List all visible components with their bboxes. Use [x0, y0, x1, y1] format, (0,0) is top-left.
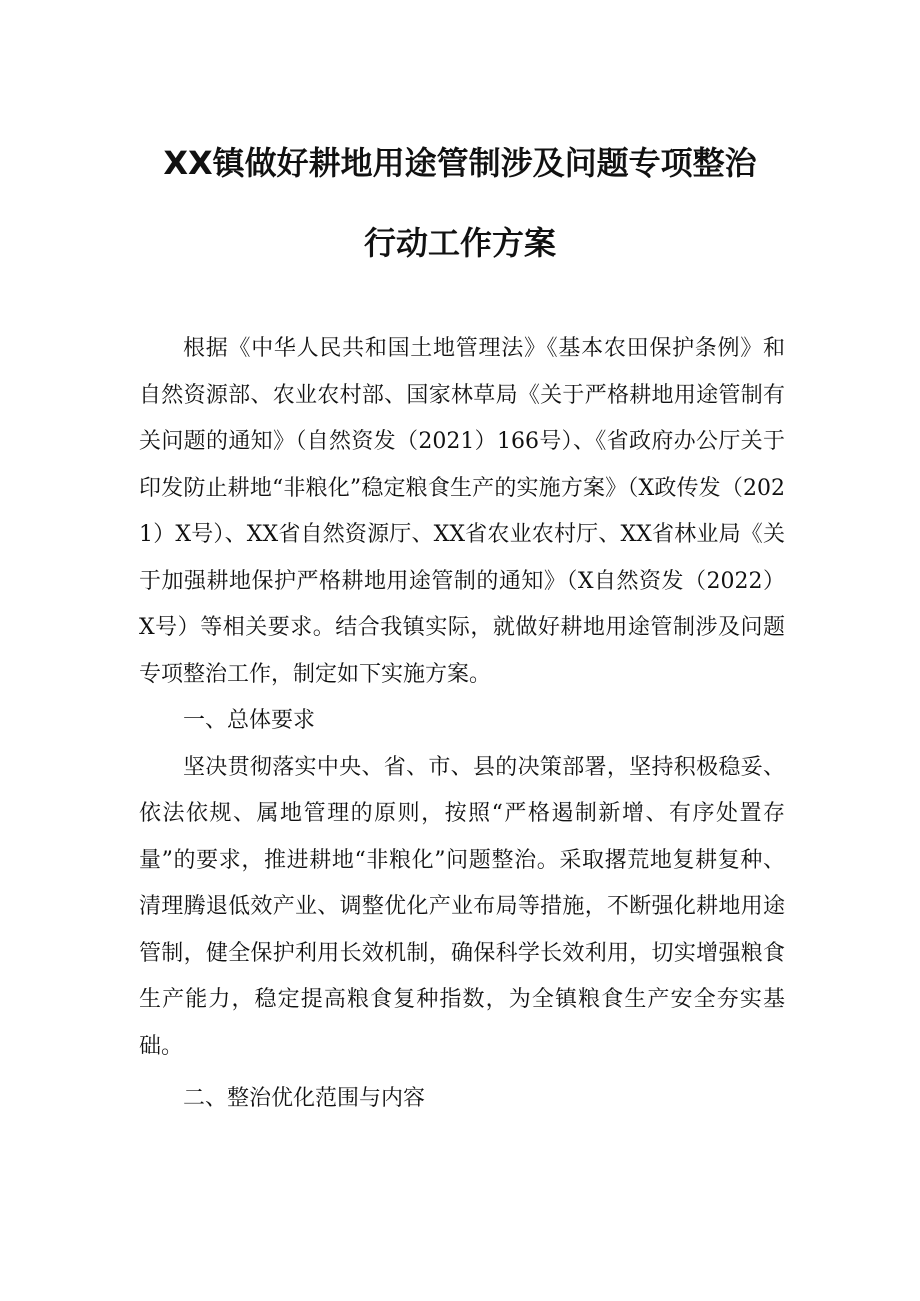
document-title-line-2: 行动工作方案	[363, 224, 556, 262]
document-title-line-1: XX镇做好耕地用途管制涉及问题专项整治	[163, 144, 757, 182]
paragraph-general-requirements: 坚决贯彻落实中央、省、市、县的决策部署，坚持积极稳妥、依法依规、属地管理的原则，按照“严格遏制新增、有序处置存量”的要求，推进耕地“非粮化”问题整治。采取撂荒地复耕复种、清理腾退低效产业、调整优化产业布局等措施，不断强化耕地用途管制，健全保护利用长效机制，确保科学长效利用，切实增强粮食生产能力，稳定提高粮食复种指数，为全镇粮食生产安全夯实基础。	[139, 754, 785, 1059]
section-heading-scope-and-content: 二、整治优化范围与内容	[183, 1086, 426, 1111]
paragraph-intro: 根据《中华人民共和国土地管理法》《基本农田保护条例》和自然资源部、农业农村部、国家林草局《关于严格耕地用途管制有关问题的通知》（自然资发（2021）166号）、《省政府办公厅关于印发防止耕地“非粮化”稳定粮食生产的实施方案》（X政传发（2021）X号）、XX省自然资源厅、XX省农业农村厅、XX省林业局《关于加强耕地保护严格耕地用途管制的通知》（X自然资发（2022）X号）等相关要求。结合我镇实际，就做好耕地用途管制涉及问题专项整治工作，制定如下实施方案。	[139, 336, 785, 687]
document-body	[139, 326, 785, 1123]
section-heading-general-requirements: 一、总体要求	[183, 708, 316, 733]
